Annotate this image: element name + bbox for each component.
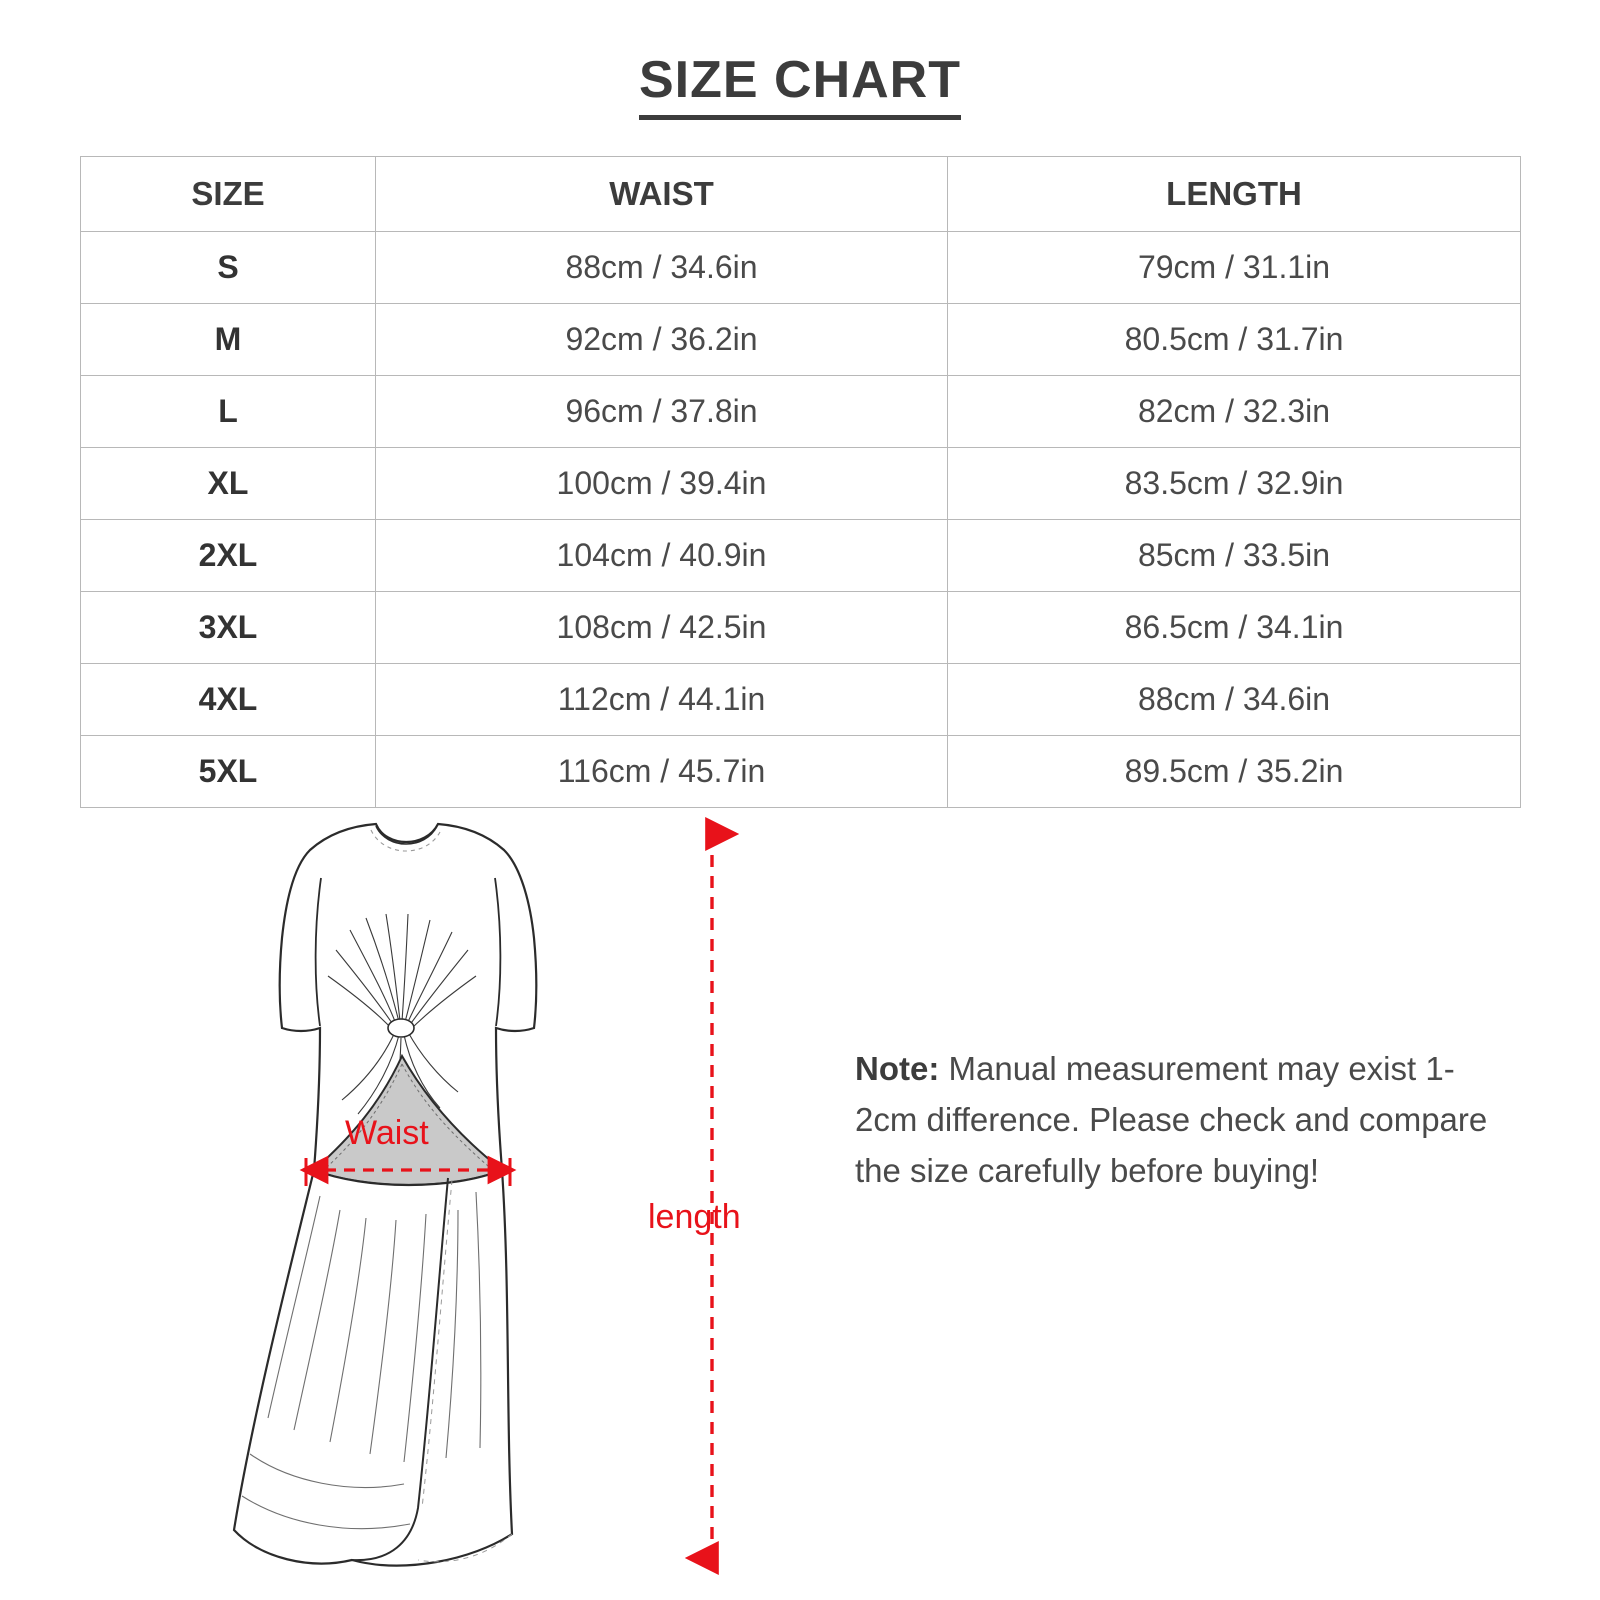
size-chart-table-container [80, 156, 1520, 808]
table-row [81, 736, 1521, 808]
page-title-container [0, 0, 1600, 120]
note-text: Manual measurement may exist 1-2cm difference. Please check and compare the size carefully before buying! [855, 1050, 1488, 1190]
cell-waist: 116cm / 45.7in [376, 736, 948, 808]
cell-size: L [81, 376, 376, 448]
table-header-row [81, 157, 1521, 232]
cell-size: 2XL [81, 520, 376, 592]
table-row [81, 520, 1521, 592]
cell-length: 88cm / 34.6in [948, 664, 1521, 736]
cell-waist: 112cm / 44.1in [376, 664, 948, 736]
cell-waist: 100cm / 39.4in [376, 448, 948, 520]
note-label: Note: [855, 1050, 940, 1088]
length-label: length [648, 1198, 741, 1237]
cell-size: M [81, 304, 376, 376]
column-header-length: LENGTH [948, 157, 1521, 232]
size-chart-table [80, 156, 1521, 808]
table-row [81, 592, 1521, 664]
cell-length: 83.5cm / 32.9in [948, 448, 1521, 520]
length-measure-arrow [660, 816, 770, 1576]
table-row [81, 664, 1521, 736]
table-row [81, 448, 1521, 520]
column-header-size: SIZE [81, 157, 376, 232]
cell-size: 5XL [81, 736, 376, 808]
cell-length: 80.5cm / 31.7in [948, 304, 1521, 376]
table-row [81, 232, 1521, 304]
waist-measure-overlay [190, 818, 610, 1578]
cell-waist: 108cm / 42.5in [376, 592, 948, 664]
cell-size: 4XL [81, 664, 376, 736]
cell-waist: 92cm / 36.2in [376, 304, 948, 376]
cell-length: 82cm / 32.3in [948, 376, 1521, 448]
cell-size: 3XL [81, 592, 376, 664]
cell-waist: 96cm / 37.8in [376, 376, 948, 448]
table-row [81, 376, 1521, 448]
table-row [81, 304, 1521, 376]
note-block [855, 1043, 1495, 1196]
cell-length: 89.5cm / 35.2in [948, 736, 1521, 808]
page-title: SIZE CHART [639, 52, 961, 120]
column-header-waist: WAIST [376, 157, 948, 232]
cell-length: 86.5cm / 34.1in [948, 592, 1521, 664]
cell-size: XL [81, 448, 376, 520]
diagram-and-note-section [0, 808, 1600, 1578]
cell-length: 79cm / 31.1in [948, 232, 1521, 304]
cell-size: S [81, 232, 376, 304]
cell-length: 85cm / 33.5in [948, 520, 1521, 592]
cell-waist: 104cm / 40.9in [376, 520, 948, 592]
waist-label: Waist [345, 1114, 429, 1153]
cell-waist: 88cm / 34.6in [376, 232, 948, 304]
